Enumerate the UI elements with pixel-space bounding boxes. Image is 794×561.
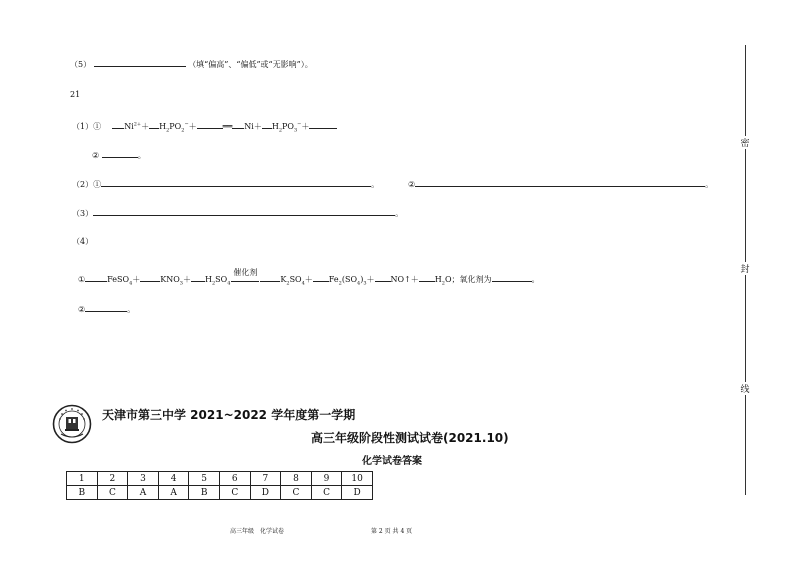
formula-charge: − — [297, 121, 302, 128]
plus-sign: ＋ — [253, 122, 262, 131]
q21-3-line — [72, 206, 403, 219]
formula-sub: 4 — [357, 280, 361, 287]
answer-blank[interactable] — [93, 206, 395, 216]
formula-part: PO — [282, 122, 294, 131]
footer-left: 高三年级 化学试卷 — [230, 528, 285, 535]
coef-blank[interactable] — [140, 272, 160, 282]
q5-line — [70, 57, 313, 70]
q21-2-line — [72, 177, 379, 190]
formula-part: H — [159, 122, 167, 131]
answer-title: 化学试卷答案 — [362, 456, 422, 467]
species-blank[interactable] — [309, 119, 337, 129]
formula-sub: 2 — [441, 280, 445, 287]
school-title: 天津市第三中学 2021~2022 学年度第一学期 — [102, 408, 356, 422]
formula-part: FeSO — [107, 275, 130, 284]
answer-number-cell: 6 — [219, 472, 250, 486]
coef-blank[interactable] — [191, 272, 205, 282]
answer-blank[interactable] — [102, 148, 138, 158]
answer-letter-cell: A — [128, 486, 159, 500]
answer-table — [66, 471, 373, 500]
formula-sub: 4 — [129, 280, 133, 287]
q21-1-label: （1）① — [72, 122, 102, 131]
answer-number-cell: 7 — [250, 472, 281, 486]
period: 。 — [705, 180, 714, 189]
answer-blank[interactable] — [101, 177, 371, 187]
answer-blank[interactable] — [415, 177, 705, 187]
answer-letter-cell: C — [311, 486, 342, 500]
q5-label: （5） — [70, 60, 92, 69]
formula-part: SO — [289, 275, 302, 284]
formula-sub: 3 — [363, 280, 367, 287]
answer-number-cell: 1 — [67, 472, 98, 486]
formula-sub: 2 — [211, 280, 216, 287]
coef-blank[interactable] — [375, 272, 391, 282]
answer-number-cell: 2 — [97, 472, 128, 486]
coef-blank[interactable] — [262, 119, 272, 129]
formula-sub: 4 — [227, 280, 231, 287]
formula-part: NO↑ — [390, 275, 411, 284]
plus-sign: ＋ — [182, 275, 191, 284]
formula-part: (SO — [341, 275, 358, 284]
school-logo-icon — [52, 404, 92, 444]
formula-sub: 4 — [301, 280, 305, 287]
circle-2-label: ② — [408, 180, 416, 189]
period: 。 — [531, 275, 540, 284]
answer-letter-row — [67, 486, 373, 500]
circle-2-label: ② — [92, 151, 100, 160]
answer-letter-cell: C — [97, 486, 128, 500]
answer-number-cell: 8 — [281, 472, 312, 486]
answer-number-cell: 5 — [189, 472, 220, 486]
answer-letter-cell: D — [250, 486, 281, 500]
answer-letter-cell: D — [342, 486, 373, 500]
plus-sign: ＋ — [141, 122, 150, 131]
q21-4-2-line — [78, 302, 135, 315]
equals-sign: ══ — [222, 122, 233, 131]
coef-blank[interactable] — [85, 272, 107, 282]
binder-char-line: 线 — [738, 382, 752, 395]
period: 。 — [371, 180, 380, 189]
period: 。 — [137, 151, 146, 160]
formula-sub: 2 — [181, 127, 185, 134]
coef-blank[interactable] — [313, 272, 329, 282]
coef-blank[interactable] — [232, 119, 244, 129]
period: 。 — [395, 209, 404, 218]
species-blank[interactable] — [197, 119, 223, 129]
binder-char-fold: 封 — [738, 262, 752, 275]
q21-2-2-line — [408, 177, 713, 190]
formula-sub: 2 — [278, 127, 283, 134]
formula-part: SO — [215, 275, 228, 284]
q21-4-label: （4） — [72, 237, 94, 246]
answer-number-cell: 3 — [128, 472, 159, 486]
formula-part: Fe — [328, 275, 339, 284]
question-21-number: 21 — [70, 90, 81, 99]
plus-sign: ＋ — [304, 275, 313, 284]
formula-sub: 2 — [286, 280, 290, 287]
circle-2-label: ② — [78, 305, 86, 314]
ni-ion: Ni — [124, 122, 134, 131]
q21-3-label: （3） — [72, 209, 94, 218]
circle-1-label: ① — [78, 275, 86, 284]
exam-title: 高三年级阶段性测试试卷(2021.10) — [311, 431, 509, 445]
q5-hint: （填“偏高”、“偏低”或“无影响”）。 — [188, 60, 313, 69]
formula-part: KNO — [160, 275, 180, 284]
catalyst-arrow — [230, 268, 260, 284]
formula-part: PO — [169, 122, 182, 131]
answer-letter-cell: B — [67, 486, 98, 500]
answer-number-cell: 10 — [342, 472, 373, 486]
q21-4-1-line — [78, 268, 540, 287]
formula-part: H — [434, 275, 442, 284]
plus-sign: ＋ — [366, 275, 375, 284]
q21-1-2-line — [92, 148, 146, 161]
q5-answer-blank[interactable] — [94, 57, 186, 67]
formula-sub: 2 — [166, 127, 170, 134]
oxidizer-blank[interactable] — [492, 272, 532, 282]
answer-number-cell: 9 — [311, 472, 342, 486]
coef-blank[interactable] — [149, 119, 159, 129]
formula-sub: 3 — [179, 280, 183, 287]
answer-letter-cell: B — [189, 486, 220, 500]
answer-letter-cell: A — [158, 486, 189, 500]
coef-blank[interactable] — [260, 272, 280, 282]
plus-sign: ＋ — [301, 122, 310, 131]
formula-part: H — [271, 122, 279, 131]
ni-product: Ni — [244, 122, 254, 131]
formula-part: K — [280, 275, 287, 284]
answer-number-row — [67, 472, 373, 486]
plus-sign: ＋ — [188, 122, 197, 131]
answer-number-cell: 4 — [158, 472, 189, 486]
formula-part: O； — [444, 275, 460, 284]
coef-blank[interactable] — [419, 272, 435, 282]
oxidizer-label: 氧化剂为 — [459, 275, 492, 284]
formula-part: H — [204, 275, 212, 284]
formula-sub: 3 — [293, 127, 298, 134]
q21-1-line — [72, 119, 337, 134]
plus-sign: ＋ — [132, 275, 141, 284]
answer-letter-cell: C — [219, 486, 250, 500]
answer-letter-cell: C — [281, 486, 312, 500]
formula-charge: − — [184, 121, 189, 128]
answer-blank[interactable] — [85, 302, 127, 312]
coef-blank[interactable] — [112, 119, 124, 129]
binder-char-seal: 密 — [738, 136, 752, 149]
catalyst-label: 催化剂 — [233, 268, 258, 277]
period: 。 — [127, 305, 136, 314]
formula-part: ) — [360, 275, 364, 284]
q21-2-label: （2）① — [72, 180, 102, 189]
ni-charge: 2+ — [133, 121, 142, 128]
formula-sub: 2 — [338, 280, 342, 287]
plus-sign: ＋ — [410, 275, 419, 284]
footer-page: 第 2 页 共 4 页 — [371, 528, 413, 535]
